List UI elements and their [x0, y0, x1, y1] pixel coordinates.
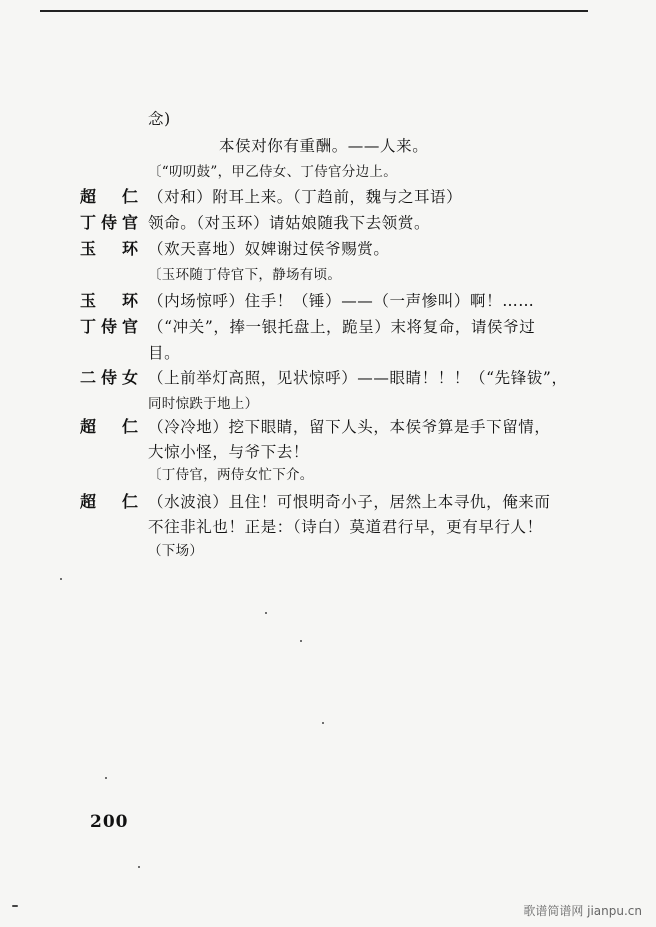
- speaker-label: 超 仁: [80, 417, 138, 436]
- dialogue-line: 大惊小怪，与爷下去！: [148, 443, 310, 461]
- scan-speck: [322, 722, 324, 724]
- top-rule: [40, 10, 588, 12]
- speaker-label: 玉 环: [80, 239, 138, 258]
- scan-speck: [265, 612, 267, 614]
- scan-speck: [12, 905, 18, 907]
- speaker-label: 丁 侍 官: [80, 317, 138, 336]
- speaker-label: 玉 环: [80, 291, 138, 310]
- dialogue-line: （冷冷地）挖下眼睛，留下人头，本侯爷算是手下留情，: [148, 418, 551, 436]
- scan-speck: [105, 777, 107, 779]
- speaker-label: 丁 侍 官: [80, 213, 138, 232]
- stage-direction: 同时惊跌于地上）: [148, 396, 259, 412]
- speaker-label: 超 仁: [80, 187, 138, 206]
- speaker-label: 超 仁: [80, 492, 138, 511]
- text-line: 念): [148, 110, 171, 128]
- dialogue-line: 不往非礼也！正是：（诗白）莫道君行早，更有早行人！: [148, 518, 543, 536]
- text-line: 本侯对你有重酬。——人来。: [219, 137, 429, 155]
- speaker-label: 二 侍 女: [80, 368, 138, 387]
- dialogue-line: 目。: [148, 344, 181, 362]
- dialogue-line: （“冲关”，捧一银托盘上，跪呈）末将复命，请侯爷过: [148, 318, 536, 336]
- scan-speck: [60, 578, 62, 580]
- dialogue-line: （水波浪）且住！可恨明奇小子，居然上本寻仇，俺来而: [148, 493, 551, 511]
- stage-direction: 〔丁侍官，两侍女忙下介。: [148, 467, 314, 483]
- page-number: 200: [90, 812, 129, 832]
- scan-speck: [300, 640, 302, 642]
- dialogue-line: （内场惊呼）住手！（锤）——（一声惨叫）啊！……: [148, 292, 535, 310]
- scan-speck: [138, 866, 140, 868]
- site-watermark: 歌谱简谱网 jianpu.cn: [523, 904, 642, 918]
- dialogue-line: （欢天喜地）奴婢谢过侯爷赐赏。: [148, 240, 390, 258]
- stage-direction: （下场）: [148, 543, 204, 559]
- stage-direction: 〔玉环随丁侍官下，静场有顷。: [148, 267, 342, 283]
- dialogue-line: （上前举灯高照，见状惊呼）——眼睛！！！（“先锋钹”，: [148, 369, 568, 387]
- stage-direction: 〔“叨叨鼓”，甲乙侍女、丁侍官分边上。: [148, 164, 398, 180]
- dialogue-line: 领命。（对玉环）请姑娘随我下去领赏。: [148, 214, 431, 232]
- dialogue-line: （对和）附耳上来。（丁趋前，魏与之耳语）: [148, 188, 463, 206]
